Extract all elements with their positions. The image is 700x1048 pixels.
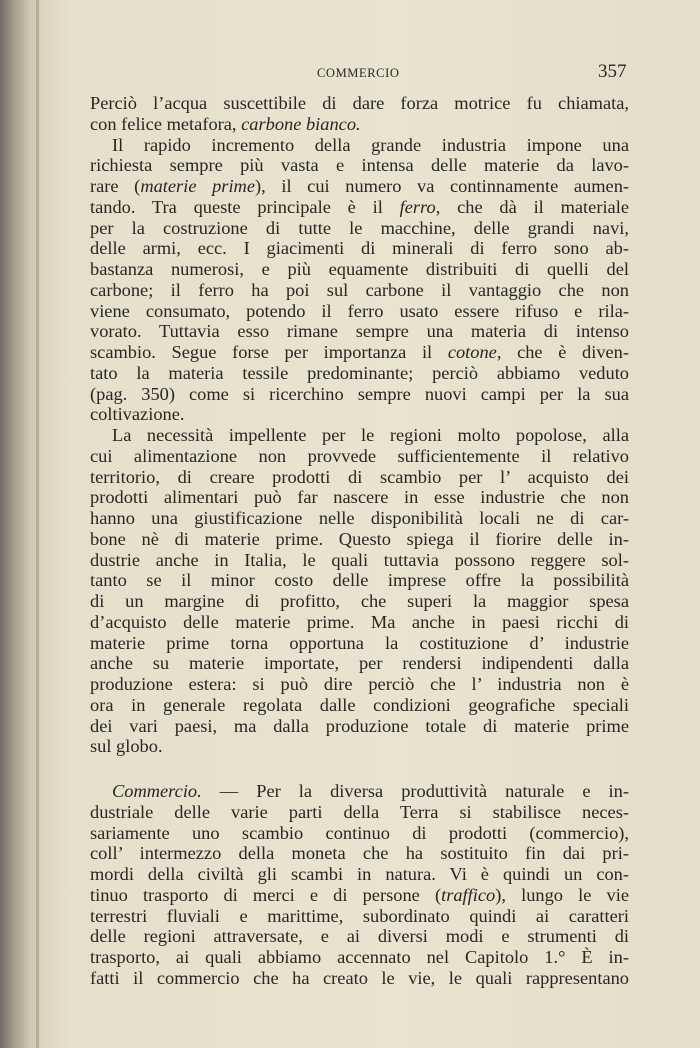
- book-binding-gutter: [36, 0, 39, 1048]
- text-line: [90, 487, 629, 508]
- text-segment: ), lungo le vie: [495, 884, 629, 905]
- text-segment: tanto se il minor costo delle imprese offre la possibilità: [90, 570, 629, 591]
- text-line: [90, 633, 629, 654]
- text-line: [90, 885, 629, 906]
- text-line: [90, 570, 629, 591]
- text-segment: dustriale delle varie parti della Terra si stabilisce neces-: [90, 801, 629, 822]
- text-line: [90, 968, 629, 989]
- text-segment: di un margine di profitto, che superi la maggior spesa: [90, 591, 629, 611]
- text-segment: scambio. Segue forse per importanza il: [90, 342, 448, 362]
- text-line: [90, 259, 629, 280]
- text-line: [90, 155, 629, 176]
- text-segment: — Per la diversa produttività naturale e in-: [201, 781, 629, 801]
- text-segment: , che è diven-: [496, 342, 629, 362]
- text-line: [90, 926, 629, 947]
- text-line: [90, 695, 629, 716]
- text-line: [90, 321, 629, 342]
- text-segment: tando. Tra queste principale è il: [90, 196, 400, 217]
- text-segment: materie prime torna opportuna la costituzione d’ industrie: [90, 632, 629, 653]
- text-segment: con felice metafora,: [90, 113, 242, 134]
- text-segment: , che dà il materiale: [435, 196, 629, 217]
- text-line: [90, 238, 629, 259]
- running-header: [0, 61, 700, 84]
- text-segment: trasporto, ai quali abbiamo accennato nel Capitolo 1.° È in-: [90, 947, 629, 967]
- text-segment: sariamente uno scambio continuo di prodotti (commercio),: [90, 822, 629, 843]
- text-segment: bone nè di materie prime. Questo spiega il fiorire delle in-: [90, 528, 629, 549]
- text-segment: viene consumato, potendo il ferro usato essere rifuso e rila-: [90, 300, 629, 321]
- text-line: [90, 591, 629, 612]
- text-segment: bastanza numerosi, e più equamente distribuiti di quelli del: [90, 259, 629, 279]
- text-line: [90, 802, 629, 823]
- text-segment: fatti il commercio che ha creato le vie, le quali rappresentano: [90, 967, 629, 988]
- text-line: [90, 404, 629, 425]
- text-segment: delle regioni attraversate, e ai diversi modi e strumenti di: [90, 926, 629, 947]
- text-line: [90, 823, 629, 844]
- text-line: [90, 114, 629, 135]
- italic-term: materie prime: [140, 176, 256, 196]
- text-line: [90, 384, 629, 405]
- text-line: [90, 674, 629, 695]
- text-segment: tato la materia tessile predominante; perciò abbiamo veduto: [90, 362, 629, 383]
- text-line: [90, 550, 629, 571]
- italic-term: carbone bianco.: [241, 113, 361, 134]
- text-segment: (pag. 350) come si ricerchino sempre nuovi campi per la sua: [90, 383, 629, 404]
- text-segment: sul globo.: [90, 736, 163, 757]
- text-segment: delle armi, ecc. I giacimenti di minerali di ferro sono ab-: [90, 238, 629, 259]
- text-segment: rare (: [90, 176, 141, 196]
- page-number: 357: [598, 61, 627, 82]
- text-line: [90, 736, 629, 757]
- text-segment: territorio, di creare prodotti di scambio per l’ acquisto dei: [90, 466, 629, 487]
- italic-term: traffico: [441, 884, 496, 905]
- text-segment: La necessità impellente per le regioni molto popolose, alla: [112, 425, 629, 445]
- text-line: [90, 280, 629, 301]
- text-line: [90, 218, 629, 239]
- text-segment: per la costruzione di tutte le macchine, delle grandi navi,: [90, 217, 629, 238]
- text-segment: dustrie anche in Italia, le quali tuttavia possono reggere sol-: [90, 549, 629, 570]
- text-line: [90, 781, 629, 802]
- text-line: [90, 197, 629, 218]
- text-line: [90, 135, 629, 156]
- text-line: [90, 716, 629, 737]
- text-line: [90, 342, 629, 363]
- text-segment: cui alimentazione non provvede sufficientemente il relativo: [90, 445, 629, 466]
- text-segment: terrestri fluviali e marittime, subordinato quindi ai caratteri: [90, 905, 629, 926]
- text-line: [90, 906, 629, 927]
- text-line: [90, 301, 629, 322]
- text-segment: coltivazione.: [90, 404, 185, 425]
- text-line: [90, 864, 629, 885]
- text-line: [90, 93, 629, 114]
- text-segment: coll’ intermezzo della moneta che ha sostituito fin dai pri-: [90, 843, 629, 864]
- text-line: [90, 446, 629, 467]
- text-line: [90, 508, 629, 529]
- text-segment: richiesta sempre più vasta e intensa delle materie da lavo-: [90, 155, 629, 176]
- text-segment: ), il cui numero va continnamente aumen-: [255, 176, 630, 196]
- text-segment: hanno una giustificazione nelle disponibilità locali ne di car-: [90, 508, 629, 528]
- text-line: [90, 363, 629, 384]
- text-segment: vorato. Tuttavia esso rimane sempre una materia di intenso: [90, 321, 629, 342]
- text-segment: carbone; il ferro ha poi sul carbone il vantaggio che non: [90, 279, 629, 300]
- text-segment: tinuo trasporto di merci e di persone (: [90, 884, 442, 905]
- italic-term: cotone: [447, 342, 497, 362]
- text-line: [90, 176, 629, 197]
- text-line: [90, 425, 629, 446]
- text-segment: d’acquisto delle materie prime. Ma anche in paesi ricchi di: [90, 611, 629, 632]
- text-segment: mordi della civiltà gli scambi in natura. Vi è quindi un con-: [90, 864, 629, 884]
- text-segment: Il rapido incremento della grande industria impone una: [112, 134, 629, 155]
- text-line: [90, 947, 629, 968]
- italic-term: Commercio.: [112, 781, 202, 801]
- text-segment: dei vari paesi, ma dalla produzione totale di materie prime: [90, 715, 629, 736]
- chapter-title: COMMERCIO: [317, 66, 400, 80]
- body-text: [90, 93, 629, 989]
- text-segment: produzione estera: si può dire perciò che l’ industria non è: [90, 674, 629, 694]
- text-segment: ora in generale regolata dalle condizioni geografiche speciali: [90, 694, 629, 715]
- italic-term: ferro: [399, 196, 436, 217]
- text-line: [90, 612, 629, 633]
- text-segment: prodotti alimentari può far nascere in esse industrie che non: [90, 487, 629, 508]
- text-segment: Perciò l’acqua suscettibile di dare forza motrice fu chiamata,: [90, 93, 629, 113]
- text-line: [90, 467, 629, 488]
- text-segment: anche su materie importate, per rendersi indipendenti dalla: [90, 653, 629, 674]
- text-line: [90, 529, 629, 550]
- text-line: [90, 653, 629, 674]
- text-line: [90, 843, 629, 864]
